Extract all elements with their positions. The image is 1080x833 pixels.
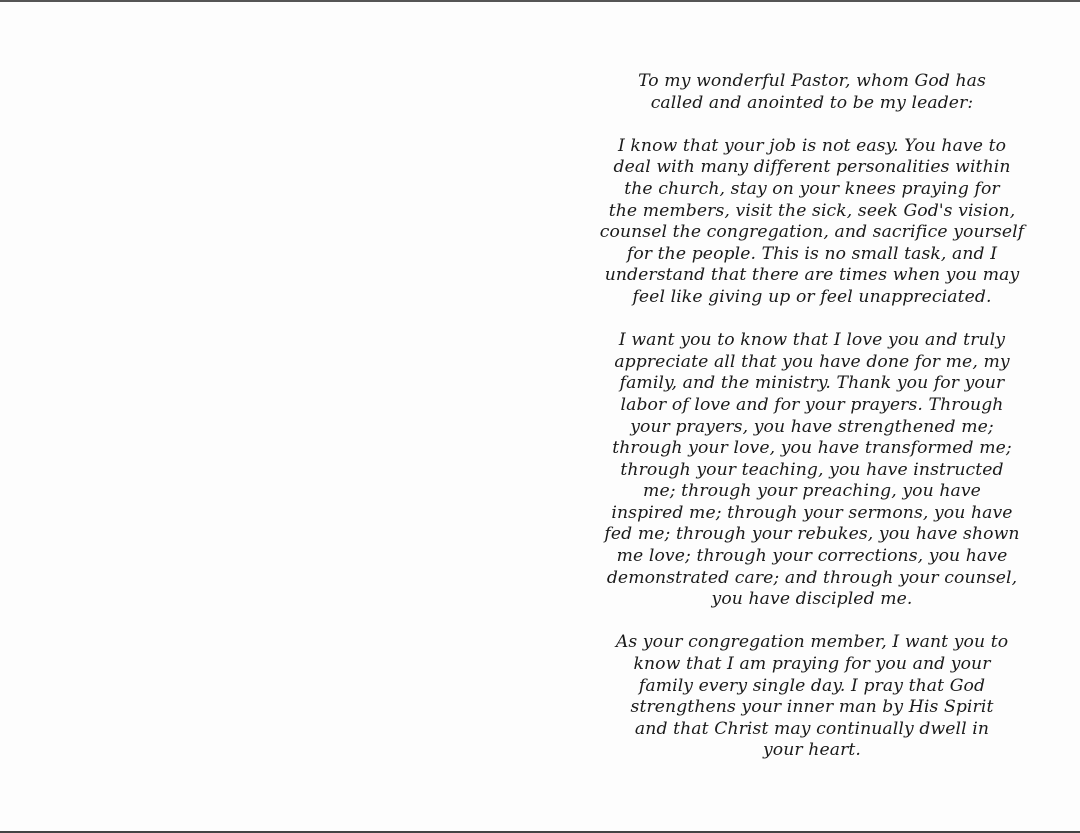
text-line: fed me; through your rebukes, you have shown bbox=[604, 524, 1020, 545]
text-line: As your congregation member, I want you to bbox=[615, 632, 1009, 653]
text-line: deal with many different personalities within bbox=[613, 157, 1011, 178]
text-line: demonstrated care; and through your counsel, bbox=[606, 567, 1018, 588]
text-line: family every single day. I pray that God bbox=[638, 675, 986, 696]
text-line: you have discipled me. bbox=[711, 589, 913, 610]
body-paragraph-2 bbox=[598, 330, 1026, 611]
text-line: the members, visit the sick, seek God's vision, bbox=[608, 200, 1016, 221]
text-line: the church, stay on your knees praying for bbox=[624, 178, 1000, 199]
text-line: for the people. This is no small task, and I bbox=[626, 243, 998, 264]
letter-page bbox=[598, 71, 1026, 784]
text-line: labor of love and for your prayers. Through bbox=[620, 394, 1004, 415]
body-paragraph-1 bbox=[598, 136, 1026, 309]
text-line: I know that your job is not easy. You have to bbox=[617, 135, 1007, 156]
text-line: through your teaching, you have instructed bbox=[620, 459, 1004, 480]
text-line: understand that there are times when you may bbox=[604, 265, 1020, 286]
text-line: inspired me; through your sermons, you have bbox=[611, 502, 1013, 523]
text-line: strengthens your inner man by His Spirit bbox=[630, 697, 994, 718]
text-line: know that I am praying for you and your bbox=[633, 654, 991, 675]
top-border bbox=[0, 0, 1080, 2]
text-line: your heart. bbox=[763, 740, 861, 761]
text-line: feel like giving up or feel unappreciated. bbox=[632, 286, 992, 307]
text-line: To my wonderful Pastor, whom God has bbox=[638, 71, 986, 91]
text-line: through your love, you have transformed me; bbox=[612, 438, 1012, 459]
text-line: appreciate all that you have done for me, my bbox=[614, 351, 1010, 372]
text-line: me love; through your corrections, you have bbox=[616, 546, 1008, 567]
text-line: I want you to know that I love you and truly bbox=[618, 330, 1006, 351]
salutation-paragraph bbox=[598, 71, 1026, 114]
text-line: and that Christ may continually dwell in bbox=[634, 718, 990, 739]
text-line: counsel the congregation, and sacrifice yourself bbox=[599, 222, 1025, 243]
body-paragraph-3 bbox=[598, 632, 1026, 762]
text-line: family, and the ministry. Thank you for your bbox=[619, 373, 1005, 394]
text-line: me; through your preaching, you have bbox=[643, 481, 981, 502]
text-line: your prayers, you have strengthened me; bbox=[630, 416, 994, 437]
text-line: called and anointed to be my leader: bbox=[650, 92, 974, 113]
